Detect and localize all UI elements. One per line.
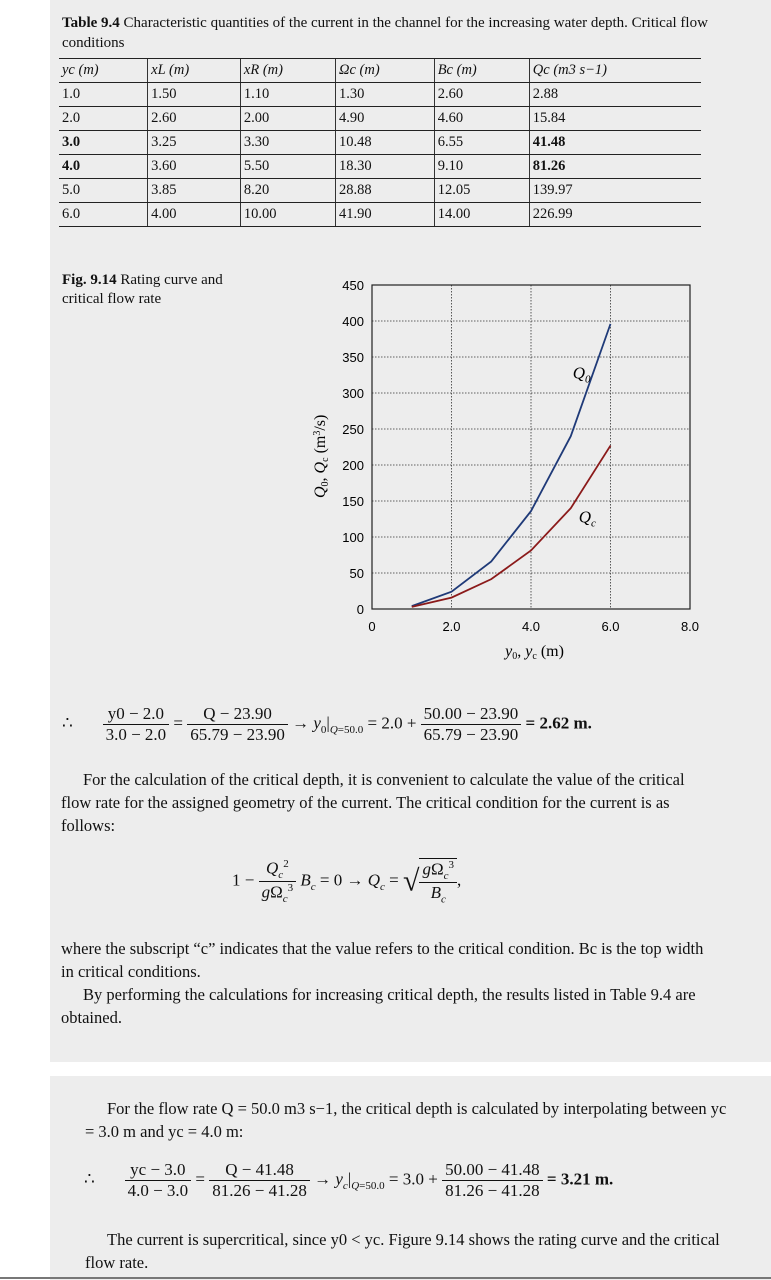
critical-quantities-table bbox=[59, 58, 701, 227]
fraction: $\frac{50.00 - 23.90}{65.79 - 23.90}$ bbox=[421, 704, 522, 745]
rating-curve-chart bbox=[300, 268, 720, 668]
y-tick-label: 200 bbox=[342, 458, 364, 473]
y-tick-label: 450 bbox=[342, 278, 364, 293]
y-axis-label bbox=[305, 380, 335, 500]
fraction: $\frac{Q - 23.90}{65.79 - 23.90}$ bbox=[187, 704, 288, 745]
table-cell: 10.00 bbox=[240, 203, 335, 227]
x-tick-labels bbox=[368, 619, 699, 634]
figure-caption-text: Rating curve and critical flow rate bbox=[62, 272, 223, 307]
fraction: $\frac{Q - 41.48}{81.26 - 41.28}$ bbox=[209, 1160, 310, 1201]
table-row bbox=[59, 131, 701, 155]
table-cell: 5.0 bbox=[59, 179, 148, 203]
fraction: $\frac{50.00 - 41.48}{81.26 - 41.28}$ bbox=[442, 1160, 543, 1201]
paragraph: The current is supercritical, since y0 < yc. Figure 9.14 shows the rating curve and the critical flow rate. bbox=[85, 1230, 720, 1272]
table-cell: 2.00 bbox=[240, 107, 335, 131]
table-row bbox=[59, 107, 701, 131]
result-y0: = 2.62 m. bbox=[525, 713, 592, 733]
page-bottom-rule bbox=[0, 1277, 771, 1279]
table-cell: 4.00 bbox=[148, 203, 241, 227]
result-yc: = 3.21 m. bbox=[546, 1169, 614, 1189]
table-cell: 12.05 bbox=[434, 179, 529, 203]
y-tick-label: 400 bbox=[342, 314, 364, 329]
table-cell: 2.88 bbox=[529, 83, 701, 107]
x-tick-label: 8.0 bbox=[680, 619, 700, 634]
x-axis-label: y0, yc (m) bbox=[505, 643, 564, 662]
y-tick-label: 250 bbox=[342, 422, 364, 437]
paragraph: By performing the calculations for increasing critical depth, the results listed in Table 9.4 are obtained. bbox=[61, 985, 696, 1027]
table-cell: 18.30 bbox=[336, 155, 435, 179]
critical-condition-equation: 1 − $\frac{Q_c^2}{g\Omega_c^3}$ $B_c = 0 \to Q_c$ = √ $\frac{g\Omega_c^3}{B_c}$ , bbox=[232, 858, 462, 906]
table-caption-text: Characteristic quantities of the current in the channel for the increasing water depth. Critical flow conditions bbox=[62, 15, 708, 51]
y-tick-label: 0 bbox=[356, 602, 364, 617]
table-cell: 6.0 bbox=[59, 203, 148, 227]
table-cell: 1.30 bbox=[336, 83, 435, 107]
table-row bbox=[59, 179, 701, 203]
table-cell: 15.84 bbox=[529, 107, 701, 131]
col-header: xR (m) bbox=[240, 59, 335, 83]
table-cell: 4.0 bbox=[59, 155, 148, 179]
table-cell: 3.60 bbox=[148, 155, 241, 179]
table-cell: 1.10 bbox=[240, 83, 335, 107]
table-caption bbox=[62, 13, 742, 53]
table-cell: 28.88 bbox=[336, 179, 435, 203]
table-cell: 226.99 bbox=[529, 203, 701, 227]
col-header: xL (m) bbox=[148, 59, 241, 83]
col-header: yc (m) bbox=[59, 59, 148, 83]
table-row bbox=[59, 155, 701, 179]
table-row bbox=[59, 83, 701, 107]
table-cell: 2.60 bbox=[434, 83, 529, 107]
x-tick-label: 6.0 bbox=[601, 619, 620, 634]
interpolation-equation-y0: ∴ $\frac{y0 - 2.0}{3.0 - 2.0}$ = $\frac{Q - 23.90}{65.79 - 23.90}$ → $y_0|_{Q=50.0} = 2.0$ + $\frac{50.00 - 23.90}{65.79 - 23.90}$ = 2.62 m. bbox=[62, 704, 592, 744]
table-cell: 3.85 bbox=[148, 179, 241, 203]
series-label-q0: $Q_0$ bbox=[572, 363, 591, 386]
paragraph: where the subscript “c” indicates that the value refers to the critical condition. Bc is the top width in critical conditions. bbox=[61, 939, 704, 981]
table-cell: 4.60 bbox=[434, 107, 529, 131]
y-tick-label: 350 bbox=[342, 350, 364, 365]
chart-grid bbox=[372, 285, 690, 609]
paragraph: For the calculation of the critical depth, it is convenient to calculate the value of the critical flow rate for the assigned geometry of the current. The critical condition for the current is as follows: bbox=[61, 770, 685, 835]
table-header-row bbox=[59, 59, 701, 83]
x-tick-label: 2.0 bbox=[442, 619, 461, 634]
table-cell: 2.60 bbox=[148, 107, 241, 131]
table-caption-label: Table 9.4 bbox=[62, 15, 120, 31]
fraction: $\frac{g\Omega_c^3}{B_c}$ bbox=[419, 858, 457, 905]
table-cell: 14.00 bbox=[434, 203, 529, 227]
interpolation-equation-yc: ∴ $\frac{yc - 3.0}{4.0 - 3.0}$ = $\frac{Q - 41.48}{81.26 - 41.28}$ → $y_c|_{Q=50.0} = 3.0$ + $\frac{50.00 - 41.48}{81.26 - 41.28}$ = 3.21 m. bbox=[84, 1160, 614, 1200]
table-cell: 6.55 bbox=[434, 131, 529, 155]
table-cell: 3.0 bbox=[59, 131, 148, 155]
y-tick-label: 100 bbox=[342, 530, 364, 545]
table-cell: 2.0 bbox=[59, 107, 148, 131]
y-tick-label: 50 bbox=[349, 566, 364, 581]
fraction: $\frac{yc - 3.0}{4.0 - 3.0}$ bbox=[125, 1160, 192, 1201]
therefore-symbol: ∴ bbox=[84, 1169, 121, 1189]
y-tick-label: 150 bbox=[342, 494, 364, 509]
paragraph: For the flow rate Q = 50.0 m3 s−1, the critical depth is calculated by interpolating between yc = 3.0 m and yc = 4.0 m: bbox=[85, 1099, 727, 1141]
table-cell: 81.26 bbox=[529, 155, 701, 179]
svg-text:Q0, Qc (m3/s): Q0, Qc $(m^3/s)$ bbox=[312, 414, 331, 498]
col-header: Qc (m3 s−1) bbox=[529, 59, 701, 83]
table-row bbox=[59, 203, 701, 227]
figure-caption-label: Fig. 9.14 bbox=[62, 272, 117, 288]
x-tick-label: 4.0 bbox=[521, 619, 541, 634]
fraction: $\frac{y0 - 2.0}{3.0 - 2.0}$ bbox=[103, 704, 170, 745]
table-cell: 3.25 bbox=[148, 131, 241, 155]
y-tick-labels bbox=[342, 278, 364, 617]
table-cell: 10.48 bbox=[336, 131, 435, 155]
table-cell: 139.97 bbox=[529, 179, 701, 203]
table-cell: 8.20 bbox=[240, 179, 335, 203]
table-cell: 4.90 bbox=[336, 107, 435, 131]
series-label-qc: $Q_c$ bbox=[578, 507, 596, 530]
table-cell: 41.90 bbox=[336, 203, 435, 227]
x-tick-label: 0 bbox=[368, 619, 376, 634]
table-cell: 5.50 bbox=[240, 155, 335, 179]
table-cell: 9.10 bbox=[434, 155, 529, 179]
y-tick-label: 300 bbox=[342, 386, 364, 401]
figure-caption bbox=[62, 271, 262, 309]
table-cell: 1.0 bbox=[59, 83, 148, 107]
therefore-symbol: ∴ bbox=[62, 713, 99, 733]
table-cell: 1.50 bbox=[148, 83, 241, 107]
fraction: $\frac{Q_c^2}{g\Omega_c^3}$ bbox=[259, 858, 297, 905]
table-cell: 3.30 bbox=[240, 131, 335, 155]
col-header: Bc (m) bbox=[434, 59, 529, 83]
col-header: Ωc (m) bbox=[336, 59, 435, 83]
table-cell: 41.48 bbox=[529, 131, 701, 155]
